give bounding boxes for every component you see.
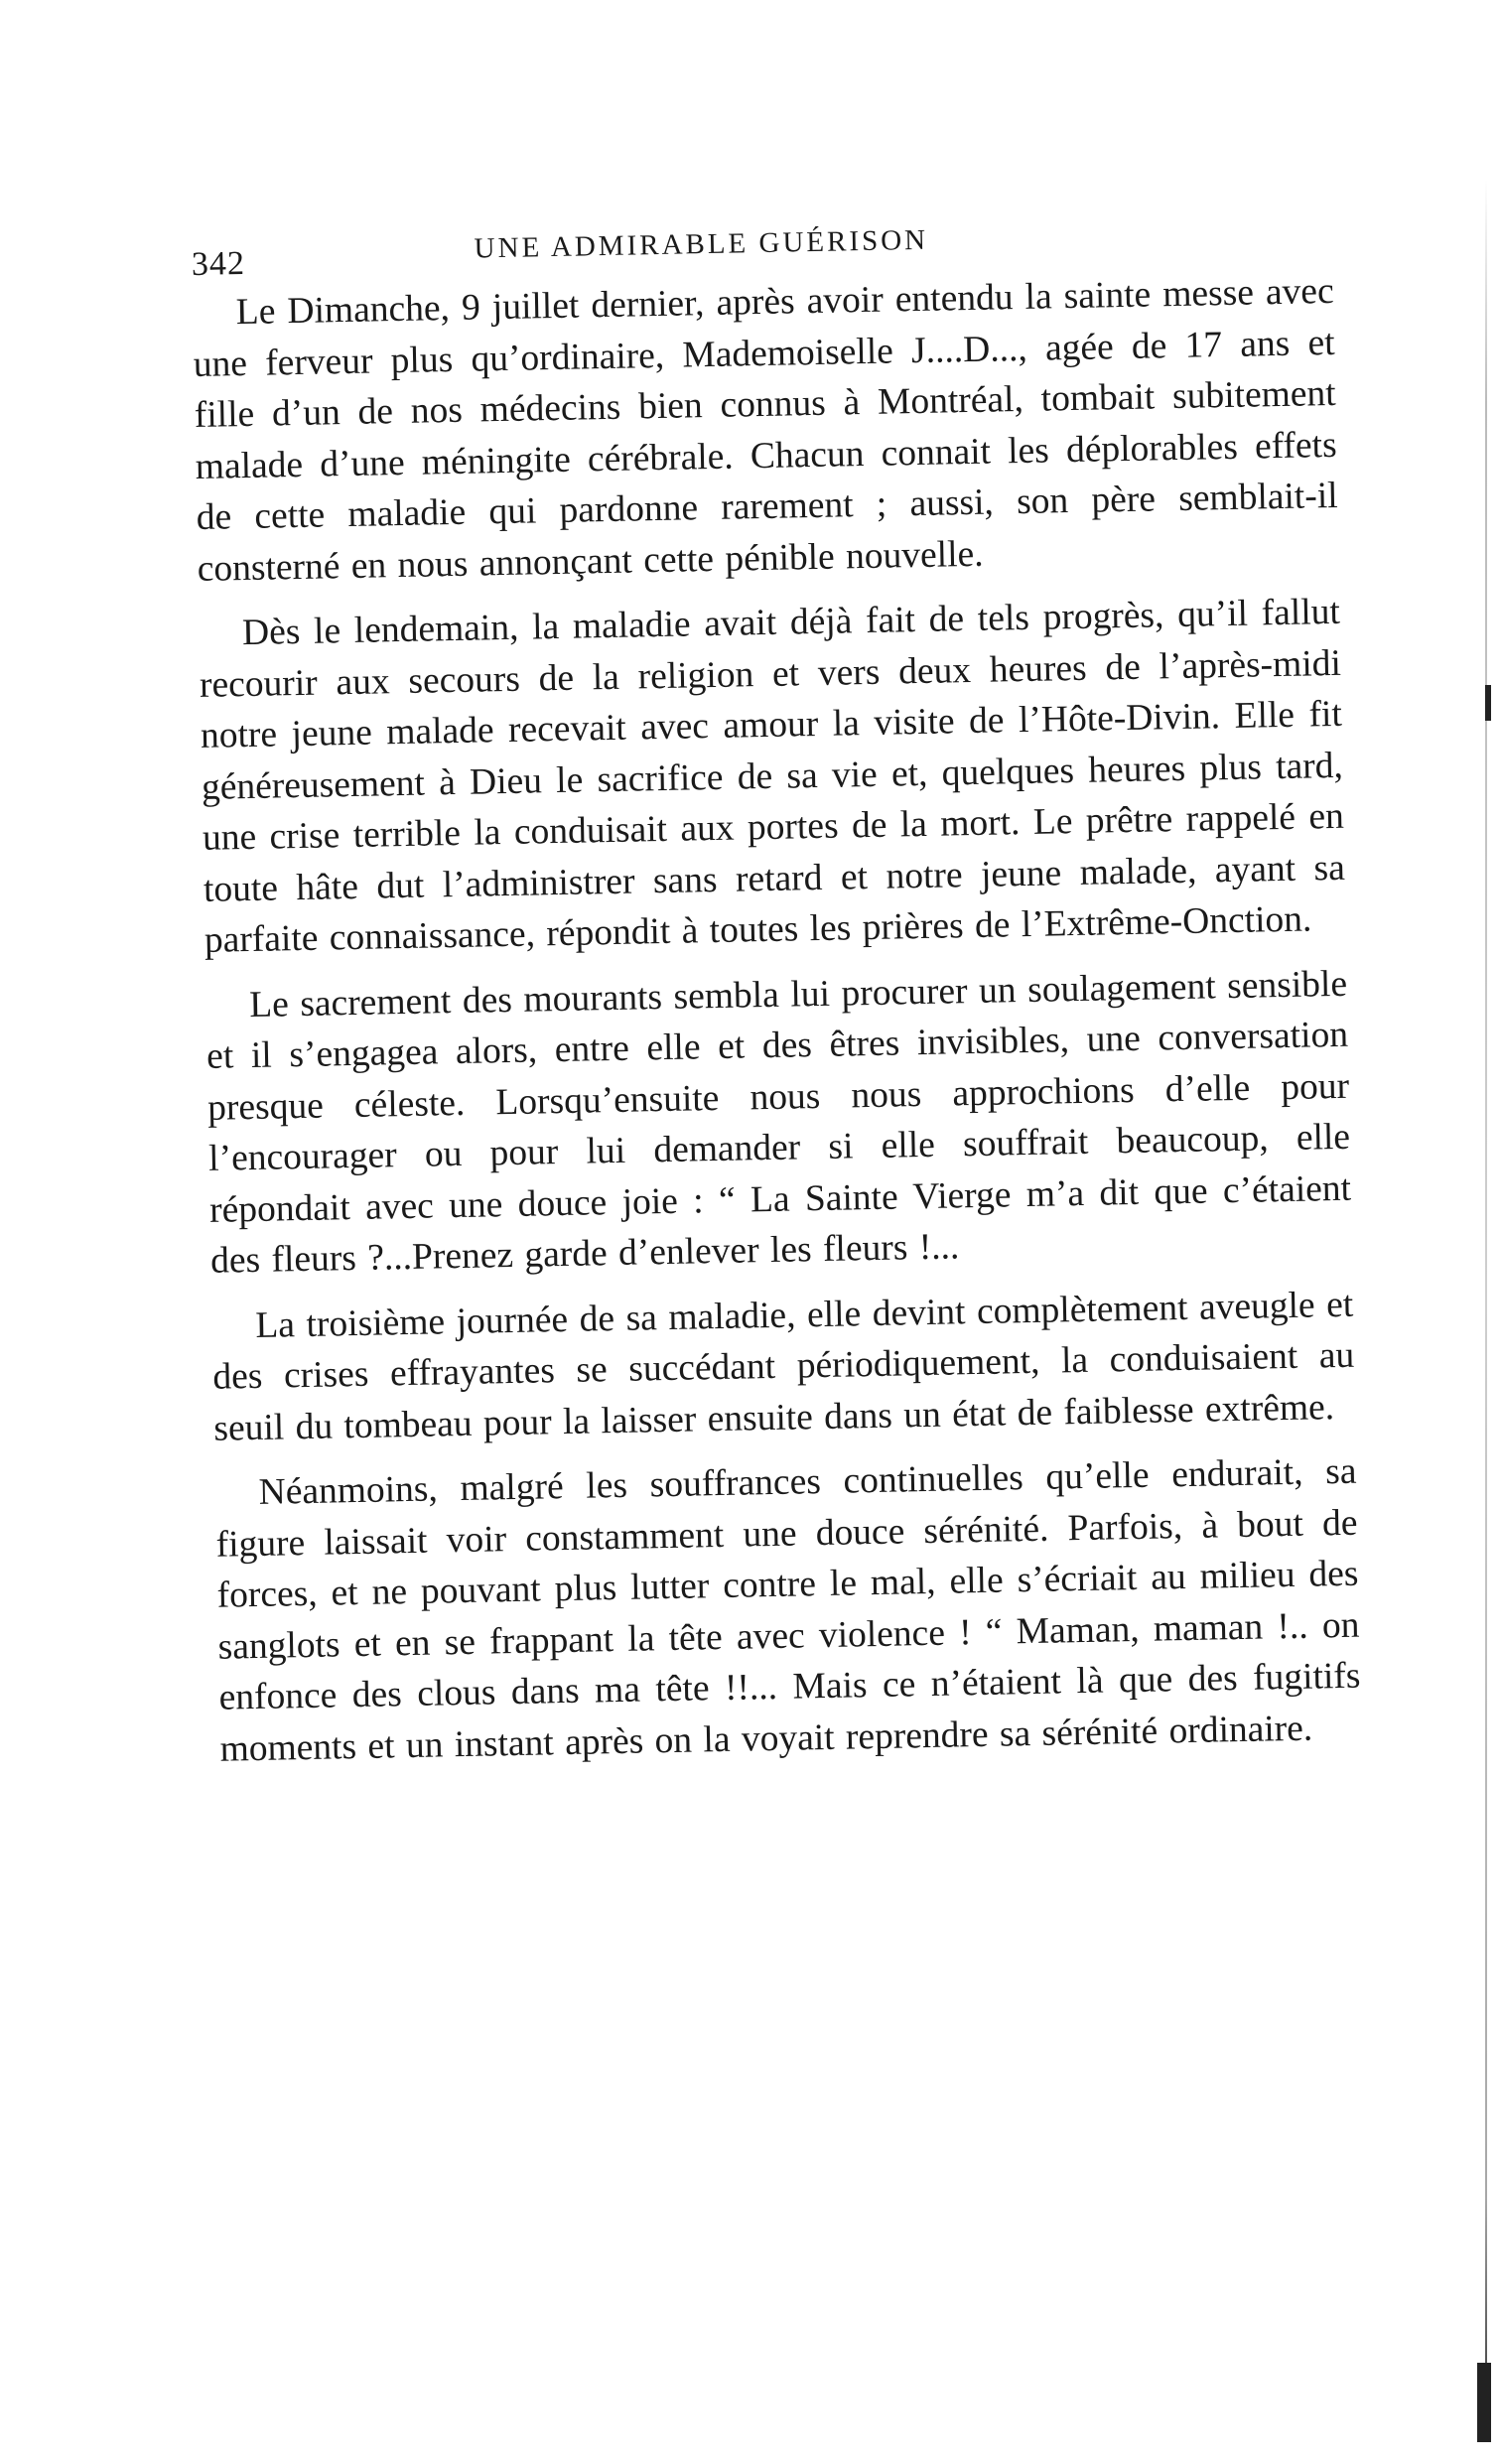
paragraph: Dès le lendemain, la maladie avait déjà fait de tels progrès, qu’il fallut recourir aux secours de la religion et vers deux heures de l’après-midi notre jeune malade recevait avec amour la visite de l’Hôte-Divin. Elle fit généreusement à Dieu le sacrifice de sa vie et, quelques heures plus tard, une crise terrible la conduisait aux portes de la mort. Le prêtre rappelé en toute hâte dut l’administrer sans retard et notre jeune malade, ayant sa parfaite connaissance, répondit à toutes les prières de l’Extrême-Onction. (199, 591, 1346, 961)
paragraph: Néanmoins, malgré les souffrances continuelles qu’elle endurait, sa figure laissait voir constamment une douce sérénité. Parfois, à bout de forces, et ne pouvant plus lutter contre le mal, elle s’écriait au milieu des sanglots et en se frappant la tête avec violence ! “ Maman, maman !.. on enfonce des clous dans ma tête !!... Mais ce n’étaient là que des fugitifs moments et un instant après on la voyait reprendre sa sérénité ordinaire. (215, 1450, 1361, 1770)
running-title: UNE ADMIRABLE GUÉRISON (474, 223, 929, 265)
scan-edge-mark (1477, 2363, 1491, 2442)
scan-edge-mark (1485, 685, 1491, 721)
book-page (191, 197, 1362, 1789)
paragraph: Le sacrement des mourants sembla lui procurer un soulagement sensible et il s’engagea alors, entre elle et des êtres invisibles, une conversation presque céleste. Lorsqu’ensuite nous nous approchions d’elle pour l’encourager ou pour lui demander si elle souffrait beaucoup, elle répondait avec une douce joie : “ La Sainte Vierge m’a dit que c’étaient des fleurs ?...Prenez garde d’enlever les fleurs !... (205, 963, 1352, 1282)
paragraph: Le Dimanche, 9 juillet dernier, après avoir entendu la sainte messe avec une ferveur plus qu’ordinaire, Mademoiselle J....D..., agée de 17 ans et fille d’un de nos médecins bien connus à Montréal, tombait subitement malade d’une méningite cérébrale. Chacun connait les déplorables effets de cette maladie qui pardonne rarement ; aussi, son père semblait-il consterné en nous annonçant cette pénible nouvelle. (193, 270, 1338, 590)
paragraph: La troisième journée de sa maladie, elle devint complètement aveugle et des crises effrayantes se succédant périodiquement, la conduisaient au seuil du tombeau pour la laisser ensuite dans un état de faiblesse extrême. (212, 1284, 1355, 1449)
scan-edge-shadow (1485, 179, 1487, 2422)
body-text (192, 266, 1362, 1775)
page-number: 342 (191, 244, 246, 283)
